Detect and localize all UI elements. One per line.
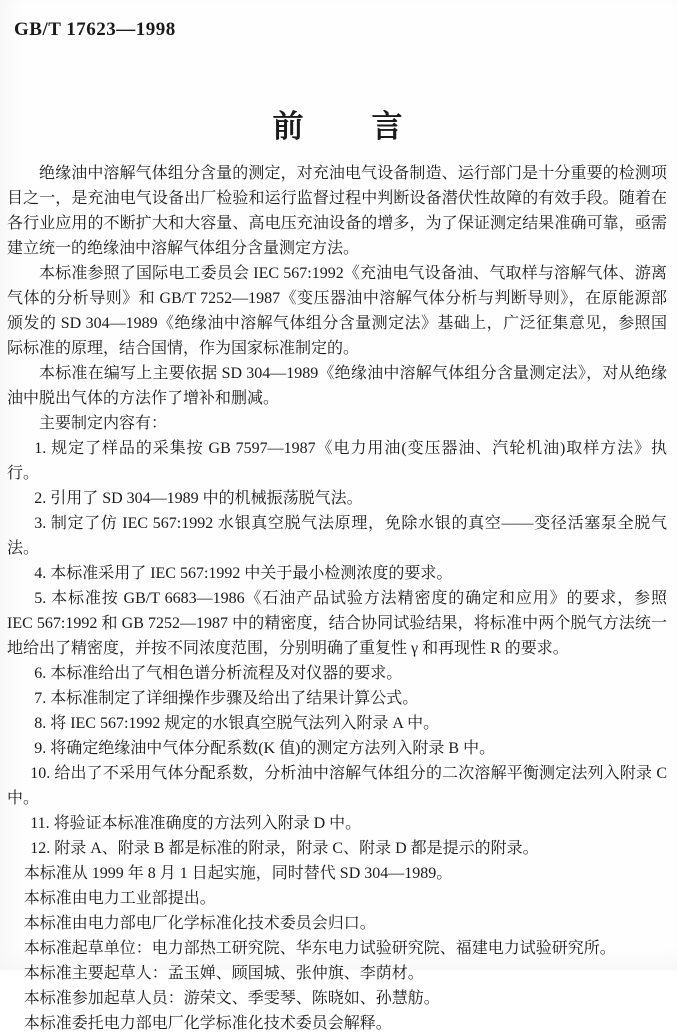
list-item-11: 11. 将验证本标准准确度的方法列入附录 D 中。 [30, 815, 362, 832]
paragraph-3: 本标准在编写上主要依据 SD 304—1989《绝缘油中溶解气体组分含量测定法》，对从绝缘油中脱出气体的方法作了增补和删减。 [7, 365, 667, 407]
implementation-date-line: 本标准从 1999 年 8 月 1 日起实施，同时替代 SD 304—1989。 [23, 865, 453, 882]
list-item-7: 7. 本标准制定了详细操作步骤及给出了结果计算公式。 [34, 690, 419, 707]
list-item-1: 1. 规定了样品的采集按 GB 7597—1987《电力用油(变压器油、汽轮机油)取样方法》执行。 [7, 440, 667, 482]
list-item-10: 10. 给出了不采用气体分配系数，分析油中溶解气体组分的二次溶解平衡测定法列入附录 C 中。 [7, 765, 667, 807]
list-item-12: 12. 附录 A、附录 B 都是标准的附录，附录 C、附录 D 都是提示的附录。 [30, 840, 539, 857]
foreword-body [7, 161, 667, 1036]
page-title: 前 言 [272, 109, 405, 144]
proposed-by-line: 本标准由电力工业部提出。 [23, 890, 216, 907]
contents-intro-line: 主要制定内容有： [39, 415, 168, 432]
list-item-2: 2. 引用了 SD 304—1989 中的机械振荡脱气法。 [34, 490, 363, 507]
interpretation-line: 本标准委托电力部电厂化学标准化技术委员会解释。 [23, 1015, 392, 1032]
participating-drafters-line: 本标准参加起草人员：游荣文、季雯琴、陈晓如、孙慧舫。 [23, 990, 440, 1007]
drafting-organizations-line: 本标准起草单位：电力部热工研究院、华东电力试验研究院、福建电力试验研究所。 [23, 940, 616, 957]
list-item-3: 3. 制定了仿 IEC 567:1992 水银真空脱气法原理，免除水银的真空——变径活塞泵全脱气法。 [7, 515, 667, 557]
main-drafters-line: 本标准主要起草人：孟玉婵、顾国城、张仲旗、李荫材。 [23, 965, 424, 982]
paragraph-1: 绝缘油中溶解气体组分含量的测定，对充油电气设备制造、运行部门是十分重要的检测项目之一，是充油电气设备出厂检验和运行监督过程中判断设备潜伏性故障的有效手段。随着在各行业应用的不断扩大和大容量、高电压充油设备的增多，为了保证测定结果准确可靠，亟需建立统一的绝缘油中溶解气体组分含量测定方法。 [7, 165, 667, 257]
list-item-9: 9. 将确定绝缘油中气体分配系数(K 值)的测定方法列入附录 B 中。 [34, 740, 496, 757]
list-item-6: 6. 本标准给出了气相色谱分析流程及对仪器的要求。 [34, 665, 403, 682]
list-item-4: 4. 本标准采用了 IEC 567:1992 中关于最小检测浓度的要求。 [34, 565, 453, 582]
paragraph-2: 本标准参照了国际电工委员会 IEC 567:1992《充油电气设备油、气取样与溶解气体、游离气体的分析导则》和 GB/T 7252—1987《变压器油中溶解气体分析与判断导则》，在原能源部颁发的 SD 304—1989《绝缘油中溶解气体组分含量测定法》基础上，广泛征集意见，参照国际标准的原理，结合国情，作为国家标准制定的。 [7, 265, 667, 357]
list-item-5: 5. 本标准按 GB/T 6683—1986《石油产品试验方法精密度的确定和应用》的要求，参照 IEC 567:1992 和 GB 7252—1987 中的精密度，结合协同试验结果，将标准中两个脱气方法统一地给出了精密度，并按不同浓度范围，分别明确了重复性 γ 和再现性 R 的要求。 [7, 590, 667, 657]
standard-number: GB/T 17623—1998 [14, 19, 176, 40]
list-item-8: 8. 将 IEC 567:1992 规定的水银真空脱气法列入附录 A 中。 [34, 715, 440, 732]
centralized-by-line: 本标准由电力部电厂化学标准化技术委员会归口。 [23, 915, 376, 932]
